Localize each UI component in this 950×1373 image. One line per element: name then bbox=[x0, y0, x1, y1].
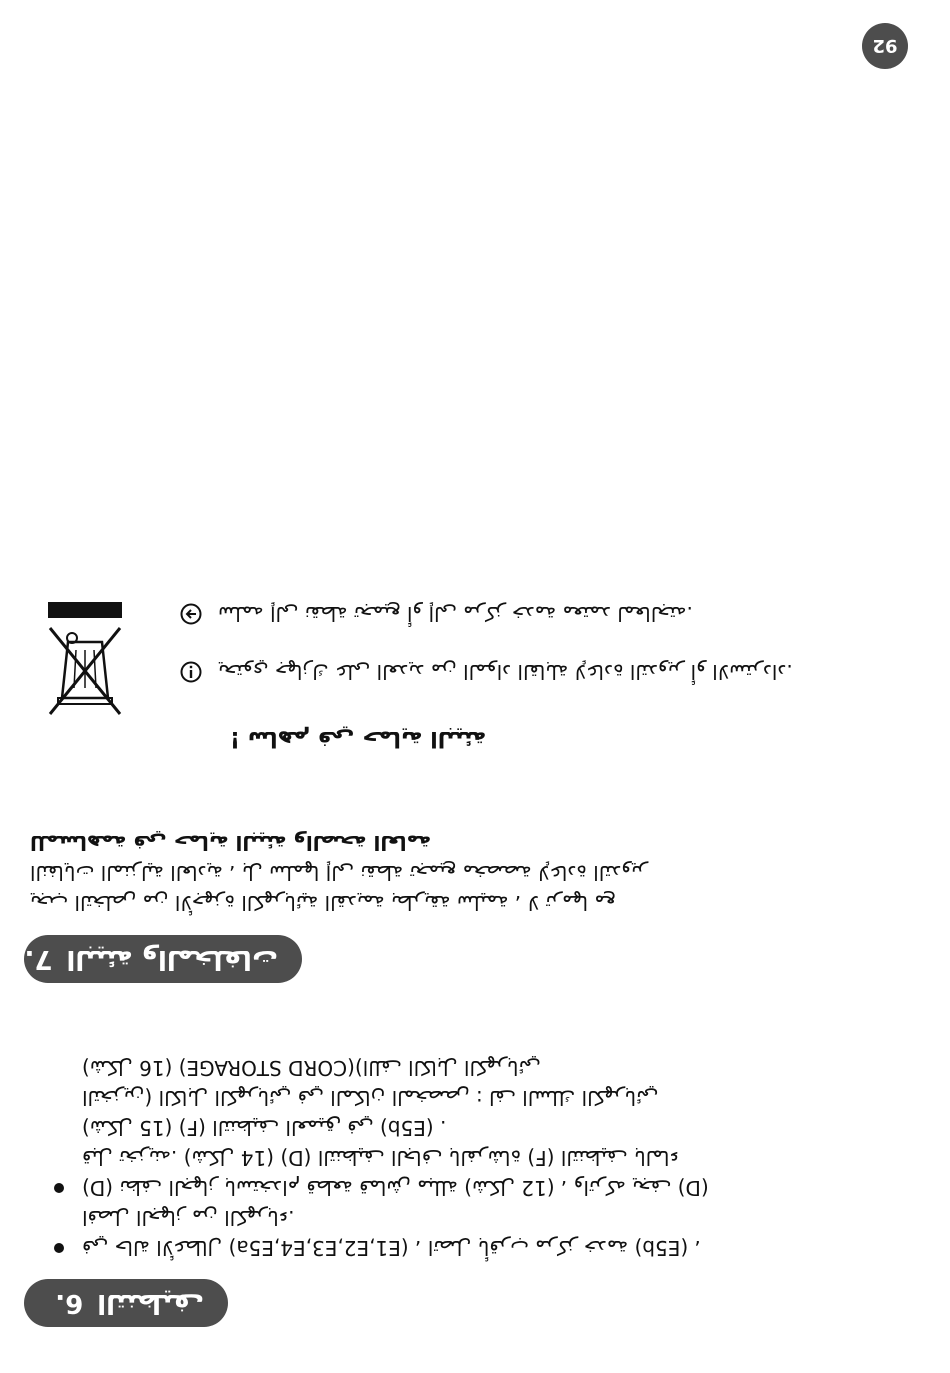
bullet-icon bbox=[54, 1243, 64, 1253]
section-7-line-1: يجب التخلص من الأجهزة الكهربائية القديمة بطريقة سليمة ، لا ترمها مع bbox=[30, 891, 616, 915]
section-6-bullet-2 bbox=[50, 1053, 890, 1203]
section-7-body bbox=[30, 828, 900, 918]
section-7-title: البيئة والمخلفات bbox=[66, 944, 278, 974]
section-7-line-3: للمساهمة في حماية البيئة والصحة العامة bbox=[30, 831, 432, 855]
environment-note-1-text: يحتوي جهازك على العديد من المواد القابلة لإعادة التدوير أو الاسترداد. bbox=[218, 660, 793, 684]
environment-note-2 bbox=[180, 600, 693, 628]
section-6-bullet-2-line-4: التخزين) الكابل الكهربائي في المكان المخصص : لف السلك الكهربائي bbox=[82, 1086, 659, 1110]
section-7-number: 7. bbox=[24, 944, 53, 974]
environment-note-2-text: سلمه إلى نقطة تجميع أو إلى مركز خدمة معتمد لمعالجته. bbox=[218, 602, 693, 626]
section-6-body bbox=[50, 1053, 890, 1263]
environment-heading: ! ساهم في حماية البيئة bbox=[230, 726, 487, 751]
page-number: 92 bbox=[872, 35, 898, 57]
section-7-line-2: النفايات المنزلية العادية ، بل سلمها إلى نقطة تجميع مخصصة لإعادة التدوير bbox=[30, 861, 648, 885]
section-6-number: 6. bbox=[55, 1288, 84, 1318]
section-6-bullet-1-line-2: افصل الجهاز من الكهرباء. bbox=[82, 1206, 295, 1230]
section-7-header bbox=[24, 935, 302, 983]
section-6-bullet-2-line-5: (شكل 16) (CORD STORAGE)(اللف الكابل الكهربائي bbox=[82, 1056, 541, 1080]
section-6-bullet-1-line-1: في حالة الأعطال (E1,E2,E3,E4,E5a) ، اتصل بأقرب مركز خدمة (E5b) ، bbox=[82, 1236, 702, 1260]
arrow-circle-icon bbox=[180, 603, 202, 625]
section-6-bullet-2-line-3: (شكل 15) (F) التنظيف العميق في (E5b) . bbox=[82, 1116, 447, 1140]
section-6-title: التنظيف bbox=[97, 1288, 204, 1318]
section-6-bullet-1 bbox=[50, 1203, 890, 1263]
crossed-bin-icon bbox=[46, 600, 124, 718]
section-6-bullet-2-line-2: قبل تخزينه. (شكل 14) (D) التنظيف الجاف بالفرشاة (F) التنظيف بالماء bbox=[82, 1146, 679, 1170]
section-6-header bbox=[24, 1279, 228, 1327]
bullet-icon bbox=[54, 1183, 64, 1193]
page-number-badge bbox=[862, 23, 908, 69]
section-6-bullet-2-line-1: (D) نظف الجهاز باستخدام قطعة قماش مبللة (شكل 12) ، واتركه يجف (D) bbox=[82, 1176, 709, 1200]
environment-note-1 bbox=[180, 658, 793, 686]
exclamation-circle-icon bbox=[180, 661, 202, 683]
